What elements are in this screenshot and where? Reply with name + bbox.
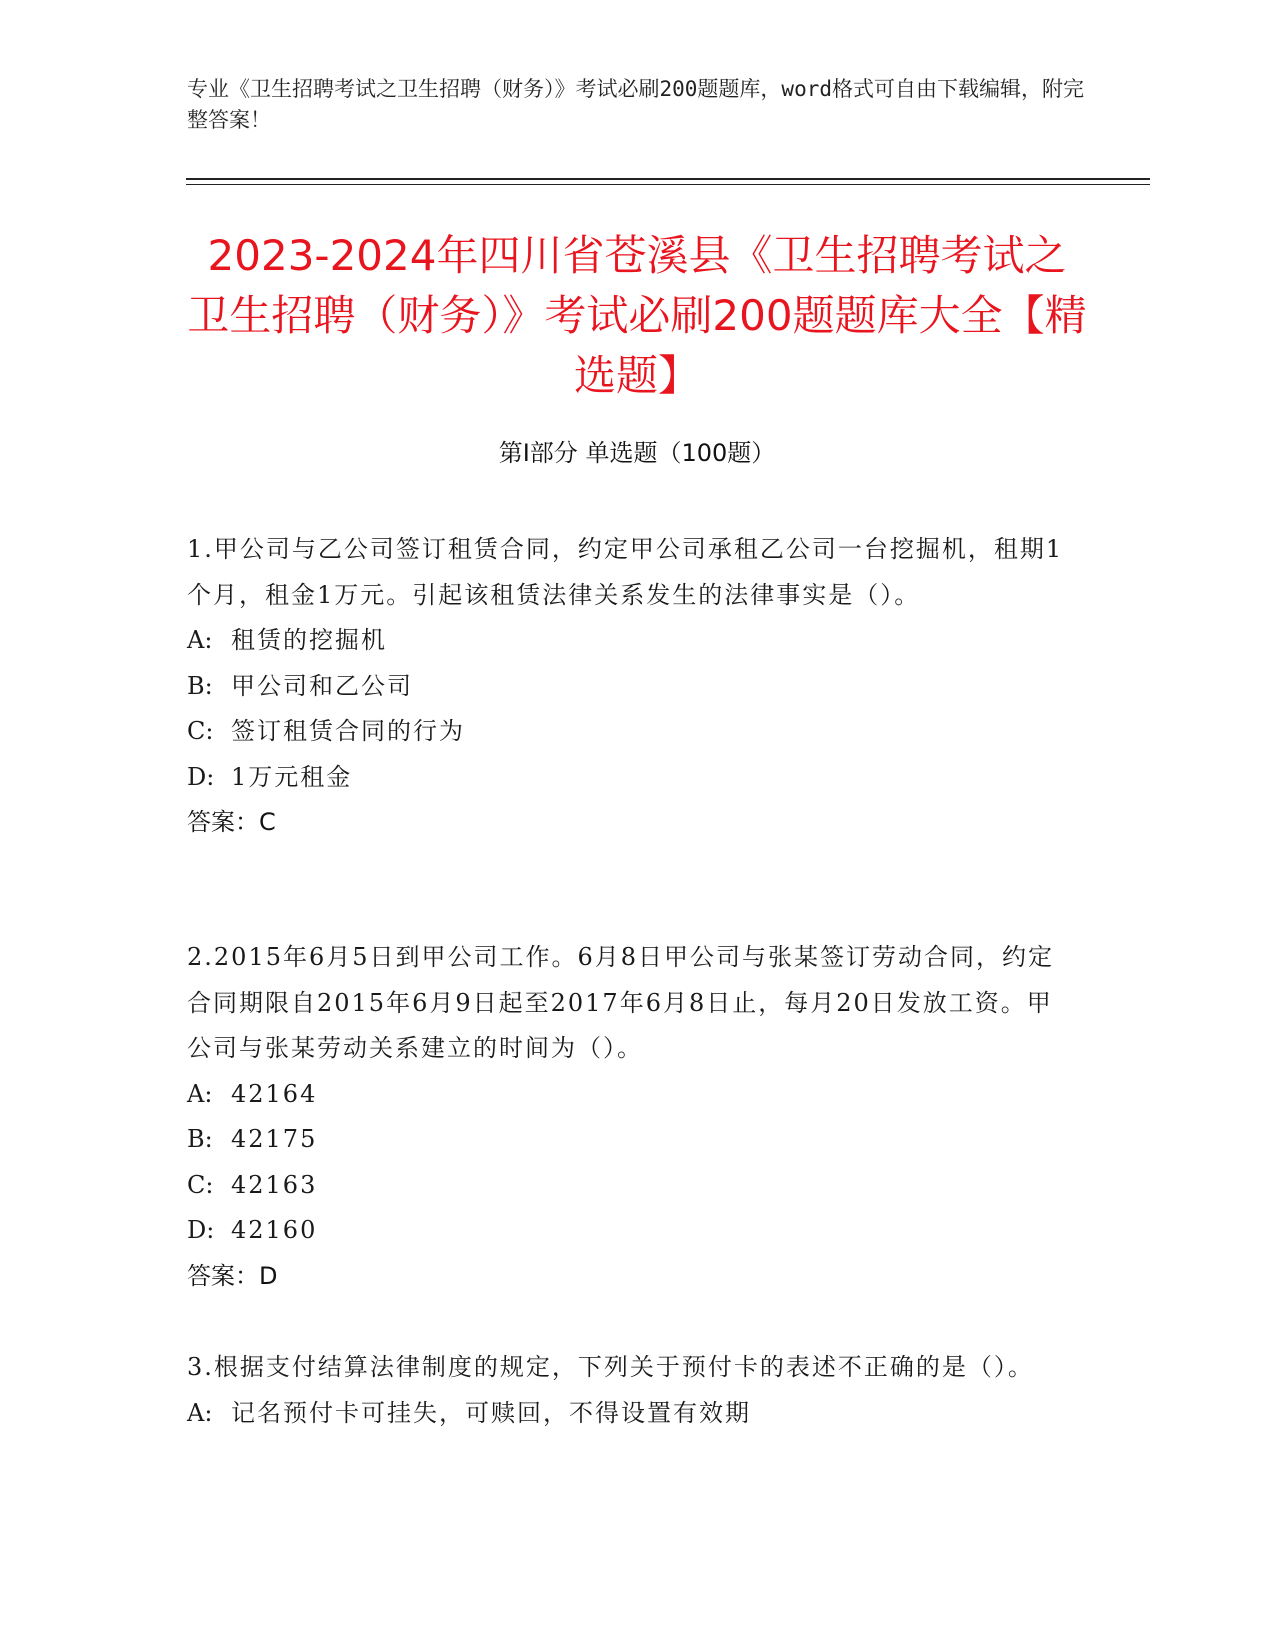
question-stem: 3.根据支付结算法律制度的规定，下列关于预付卡的表述不正确的是（）。 (187, 1353, 1034, 1381)
option-c (187, 709, 1067, 755)
option-key: A: (187, 626, 213, 654)
option-key: A: (187, 1398, 213, 1427)
option-text: 42164 (231, 1079, 318, 1108)
option-b (187, 1117, 1067, 1163)
option-a (187, 618, 1067, 664)
option-key: C: (187, 1170, 214, 1199)
question-stem: 1.甲公司与乙公司签订租赁合同，约定甲公司承租乙公司一台挖掘机，租期1个月，租金1万元。引起该租赁法律关系发生的法律事实是（）。 (187, 535, 1064, 609)
header-divider-thin (186, 184, 1150, 185)
question-3 (187, 1345, 1067, 1436)
option-text: 1万元租金 (231, 762, 353, 791)
option-text: 租赁的挖掘机 (231, 626, 387, 654)
option-key: C: (187, 717, 214, 745)
option-key: D: (187, 762, 215, 791)
option-text: 42160 (231, 1216, 318, 1244)
header-divider (186, 178, 1150, 180)
option-b (187, 664, 1067, 710)
question-2 (187, 935, 1067, 1299)
option-text: 42163 (231, 1170, 318, 1199)
header-note: 专业《卫生招聘考试之卫生招聘（财务）》考试必刷200题题库，word格式可自由下载编辑，附完整答案！ (187, 77, 1084, 132)
section-heading: 第Ⅰ部分 单选题（100题） (498, 439, 776, 467)
option-d (187, 1208, 1067, 1254)
option-text: 甲公司和乙公司 (231, 671, 413, 700)
option-a (187, 1391, 1067, 1437)
option-c (187, 1163, 1067, 1209)
option-key: A: (187, 1079, 213, 1108)
option-text: 42175 (231, 1125, 318, 1153)
document-title: 2023-2024年四川省苍溪县《卫生招聘考试之卫生招聘（财务）》考试必刷200题题库大全【精选题】 (187, 231, 1087, 400)
question-1 (187, 527, 1067, 846)
option-text: 签订租赁合同的行为 (231, 717, 465, 745)
option-d (187, 755, 1067, 801)
option-text: 记名预付卡可挂失，可赎回，不得设置有效期 (231, 1398, 751, 1427)
question-stem: 2.2015年6月5日到甲公司工作。6月8日甲公司与张某签订劳动合同，约定合同期限自2015年6月9日起至2017年6月8日止，每月20日发放工资。甲公司与张某劳动关系建立的时间为（）。 (187, 943, 1055, 1062)
option-a (187, 1072, 1067, 1118)
option-key: D: (187, 1216, 215, 1244)
option-key: B: (187, 671, 213, 700)
answer-line: 答案：C (187, 808, 276, 836)
answer-line: 答案：D (187, 1261, 278, 1290)
option-key: B: (187, 1125, 213, 1153)
